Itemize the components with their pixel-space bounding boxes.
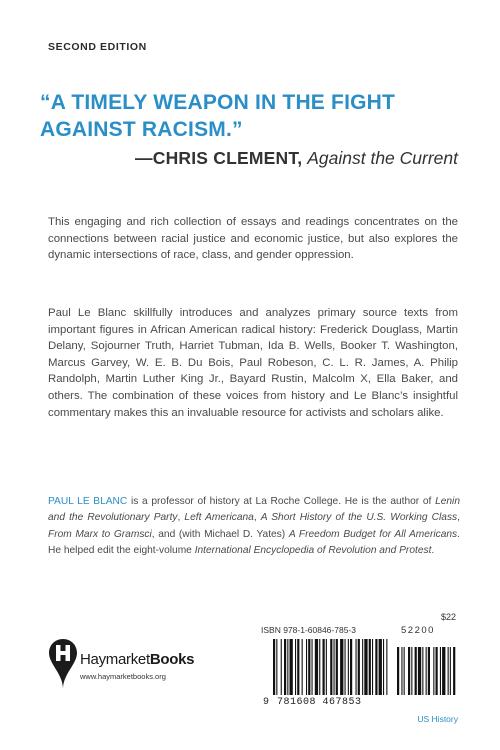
barcode-bar (358, 639, 360, 695)
edition-label: SECOND EDITION (48, 41, 147, 53)
barcode-bar (319, 639, 320, 695)
barcode-bar (323, 639, 325, 695)
barcode-addon-bar (415, 647, 417, 695)
description-paragraph-2: Paul Le Blanc skillfully introduces and analyzes primary source texts from important figures in African American radical history: Frederick Douglass, Martin Delany, Sojourner Truth, Harriet Tubman, Ida B. Wells, Booker T. Washington, Marcus Garvey, W. E. B. Du Bois, Paul Robeson, C. L. R. James, A. Philip Randolph, Martin Luther King Jr., Bayard Rustin, Malcolm X, Ella Baker, and others. The combination of these voices from history and Le Blanc’s insightful commentary makes this an invaluable resource for activists and scholars alike. (48, 307, 458, 419)
barcode-bar (273, 639, 275, 695)
barcode-bar (334, 639, 335, 695)
pull-quote: “A TIMELY WEAPON IN THE FIGHT AGAINST RACISM.” (40, 91, 396, 141)
publisher-name-bold: Books (149, 651, 195, 668)
book-title: A Freedom Budget for All Americans (288, 528, 458, 540)
barcode-bar (375, 639, 377, 695)
barcode-bar (348, 639, 349, 695)
barcode-bar (345, 639, 346, 695)
barcode-bar (369, 639, 371, 695)
barcode-bar (308, 639, 310, 695)
bio-text: is a professor of history at La Roche College. He is the author of (127, 496, 436, 507)
author-bio (48, 494, 460, 559)
bio-text: , (457, 512, 460, 524)
barcode-bar (312, 639, 313, 695)
bio-text: , and (with Michael D. Yates) (151, 528, 289, 540)
barcode-bar (306, 639, 307, 695)
barcode-bar (326, 639, 327, 695)
bio-text: , (177, 512, 185, 524)
book-title: A Short History of the U.S. Working Class (260, 512, 458, 524)
barcode-addon-bar (450, 647, 451, 695)
barcode-bar (364, 639, 367, 695)
barcode-bar (372, 639, 373, 695)
bio-text: , (253, 512, 261, 524)
attribution-publication: Against the Current (307, 148, 458, 168)
barcode-bar (287, 639, 288, 695)
quote-attribution (0, 148, 458, 169)
barcode-bar (386, 639, 387, 695)
barcode-bar (379, 639, 382, 695)
barcode-bar (290, 639, 293, 695)
barcode-bar (281, 639, 282, 695)
barcode-bar (362, 639, 363, 695)
barcode-addon-bar (440, 647, 441, 695)
barcode-bar (284, 639, 286, 695)
haymarket-logo-icon (48, 638, 78, 690)
price: $22 (440, 612, 456, 622)
barcode-first-digit: 9 (263, 697, 270, 708)
barcode-bar (295, 639, 296, 695)
isbn-label: ISBN 978-1-60846-785-3 (261, 625, 356, 635)
barcode-bar (302, 639, 303, 695)
barcode-addon-bar (442, 647, 445, 695)
barcode-addon-bar (401, 647, 402, 695)
barcode-addon-number: 52200 (401, 625, 435, 636)
barcode (261, 625, 459, 710)
publisher-url: www.haymarketbooks.org (80, 672, 166, 681)
barcode-bar (356, 639, 357, 695)
barcode-bar (340, 639, 343, 695)
barcode-addon-bar (448, 647, 449, 695)
book-title: International Encyclopedia of Revolution and Protest (194, 544, 432, 556)
book-title: From Marx to Gramsci (48, 528, 152, 540)
category-label: US History (417, 714, 458, 724)
bio-text: . (431, 544, 435, 556)
barcode-bars-icon (261, 639, 459, 697)
barcode-bar (336, 639, 338, 695)
barcode-addon-bar (426, 647, 427, 695)
barcode-addon-bar (436, 647, 438, 695)
barcode-bar (330, 639, 332, 695)
bio-text: . He helped edit the eight-volume (48, 528, 460, 556)
barcode-bar (350, 639, 352, 695)
barcode-addon-bar (453, 647, 455, 695)
author-name: PAUL LE BLANC (48, 496, 128, 507)
description-paragraph-1: This engaging and rich collection of essays and readings concentrates on the connections between racial justice and economic justice, but also explores the dynamic intersections of race, class, and gender oppression. (48, 216, 458, 262)
attribution-name: —CHRIS CLEMENT, (135, 148, 303, 168)
barcode-bar (297, 639, 299, 695)
publisher-name (80, 651, 194, 668)
barcode-addon-bar (408, 647, 410, 695)
barcode-bar (383, 639, 384, 695)
barcode-bar (315, 639, 318, 695)
barcode-digits: 781608 467853 (277, 697, 362, 708)
barcode-addon-bar (404, 647, 405, 695)
barcode-addon-bar (397, 647, 399, 695)
barcode-bar (276, 639, 277, 695)
barcode-addon-bar (418, 647, 421, 695)
barcode-addon-bar (411, 647, 412, 695)
book-title: Left Americana (184, 512, 254, 524)
barcode-addon-bar (422, 647, 423, 695)
barcode-addon-bar (428, 647, 430, 695)
book-title: Lenin and the Revolutionary Party (48, 496, 460, 524)
publisher-name-regular: Haymarket (80, 651, 150, 668)
barcode-addon-bar (433, 647, 434, 695)
